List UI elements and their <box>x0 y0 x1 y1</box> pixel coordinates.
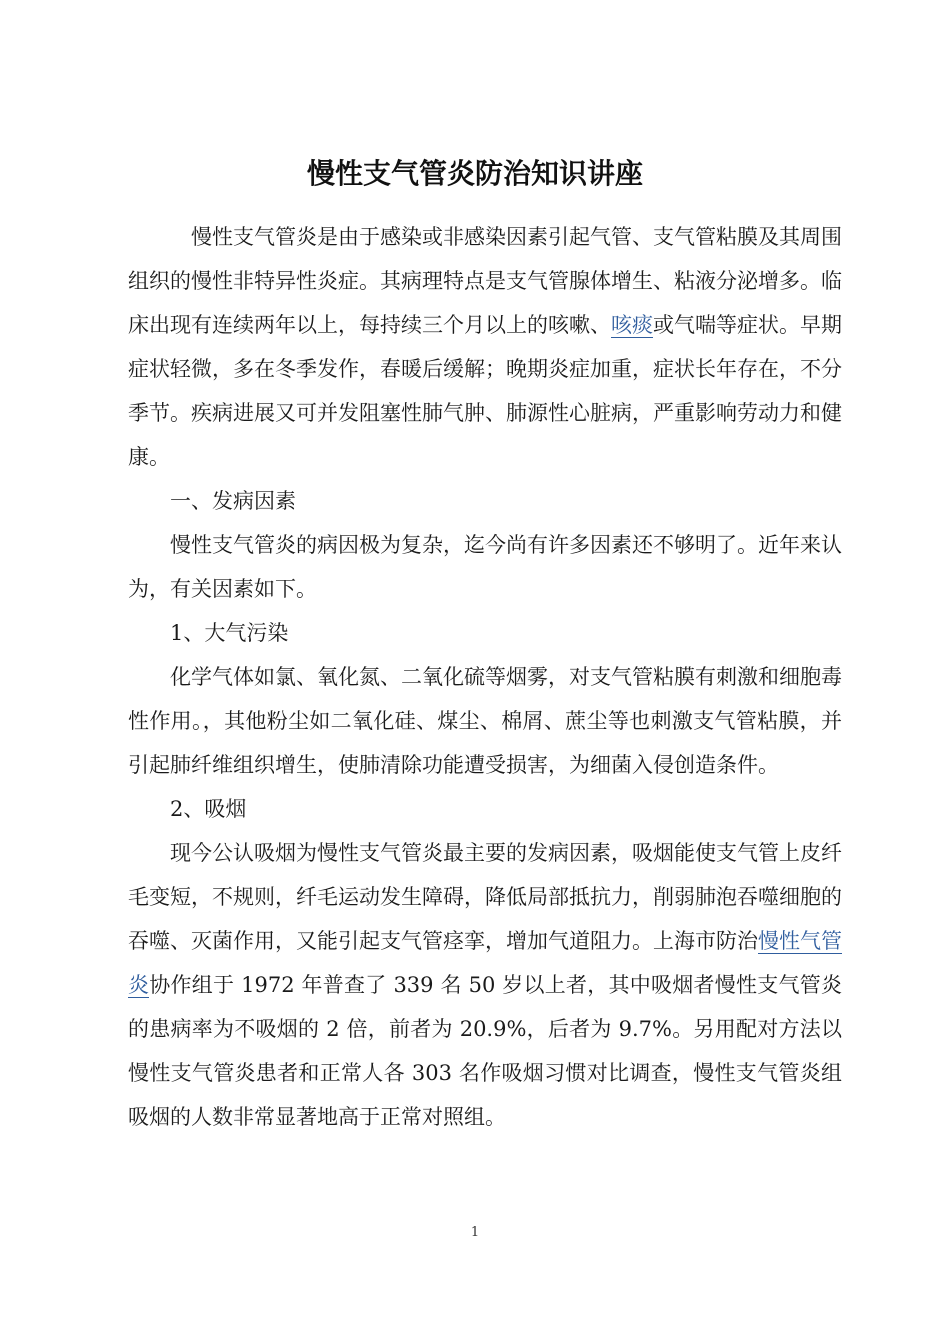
item2-paragraph <box>128 831 842 1139</box>
intro-text-part2: 或气喘等症状。早期症状轻微，多在冬季发作，春暖后缓解；晚期炎症加重，症状长年存在，不分季节。疾病进展又可并发阻塞性肺气肿、肺源性心脏病，严重影响劳动力和健康。 <box>128 313 842 469</box>
item2-text-part2: 协作组于 1972 年普查了 339 名 50 岁以上者，其中吸烟者慢性支气管炎的患病率为不吸烟的 2 倍，前者为 20.9%，后者为 9.7%。另用配对方法以慢性支气管炎患者和正常人各 303 名作吸烟习惯对比调查，慢性支气管炎组吸烟的人数非常显著地高于正常对照组。 <box>128 973 842 1129</box>
cough-phlegm-link[interactable]: 咳痰 <box>611 313 653 337</box>
intro-paragraph <box>128 215 842 479</box>
item2-heading: 2、吸烟 <box>170 797 247 821</box>
page-number: 1 <box>470 1225 480 1240</box>
item1-heading: 1、大气污染 <box>170 621 289 645</box>
intro-text-part1: 慢性支气管炎是由于感染或非感染因素引起气管、支气管粘膜及其周围组织的慢性非特异性炎症。其病理特点是支气管腺体增生、粘液分泌增多。临床出现有连续两年以上，每持续三个月以上的咳嗽、 <box>128 225 842 337</box>
item1-paragraph: 化学气体如氯、氧化氮、二氧化硫等烟雾，对支气管粘膜有刺激和细胞毒性作用。，其他粉尘如二氧化硅、煤尘、棉屑、蔗尘等也刺激支气管粘膜，并引起肺纤维组织增生，使肺清除功能遭受损害，为细菌入侵创造条件。 <box>128 665 842 777</box>
chronic-bronchitis-link[interactable]: 慢性气管炎 <box>128 929 842 997</box>
item2-text-part1: 现今公认吸烟为慢性支气管炎最主要的发病因素，吸烟能使支气管上皮纤毛变短，不规则，纤毛运动发生障碍，降低局部抵抗力，削弱肺泡吞噬细胞的吞噬、灭菌作用，又能引起支气管痉挛，增加气道阻力。上海市防治 <box>128 841 842 953</box>
section1-paragraph: 慢性支气管炎的病因极为复杂，迄今尚有许多因素还不够明了。近年来认为，有关因素如下。 <box>128 533 842 601</box>
document-body <box>128 215 842 1139</box>
page-title: 慢性支气管炎防治知识讲座 <box>306 157 643 190</box>
section1-heading: 一、发病因素 <box>170 489 296 513</box>
